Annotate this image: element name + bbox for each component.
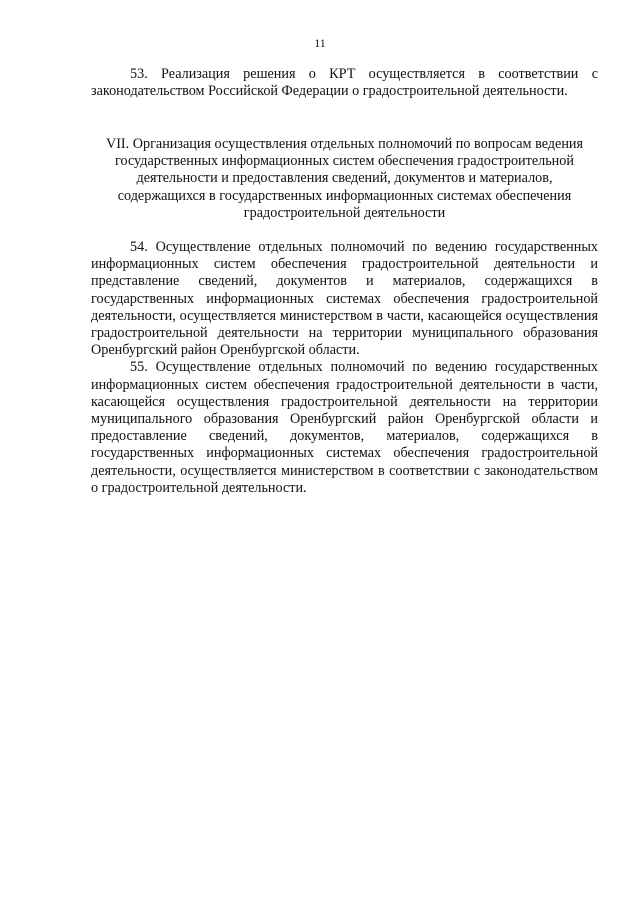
section-heading-vii: VII. Организация осуществления отдельных полномочий по вопросам ведения государственных информационных систем обеспечения градостроительной деятельности и предоставления сведений, документов и материалов, содержащихся в государственных информационных системах обеспечения градостроительной деятельности	[105, 136, 584, 221]
paragraph-53: 53. Реализация решения о КРТ осуществляется в соответствии с законодательством Российской Федерации о градостроительной деятельности.	[91, 66, 598, 100]
paragraph-block-1	[91, 66, 598, 100]
page-number: 11	[314, 36, 326, 50]
paragraph-54: 54. Осуществление отдельных полномочий по ведению государственных информационных систем обеспечения градостроительной деятельности и представление сведений, документов и материалов, содержащихся в государственных информационных системах обеспечения градостроительной деятельности, осуществляется министерством в части, касающейся осуществления градостроительной деятельности на территории муниципального образования Оренбургский район Оренбургской области.	[91, 239, 598, 359]
paragraph-55: 55. Осуществление отдельных полномочий по ведению государственных информационных систем обеспечения градостроительной деятельности в части, касающейся осуществления градостроительной деятельности на территории муниципального образования Оренбургский район Оренбургской области и предоставление сведений, документов, материалов, содержащихся в государственных информационных системах обеспечения градостроительной деятельности, осуществляется министерством в соответствии с законодательством о градостроительной деятельности.	[91, 359, 598, 496]
paragraph-block-2	[91, 239, 598, 497]
